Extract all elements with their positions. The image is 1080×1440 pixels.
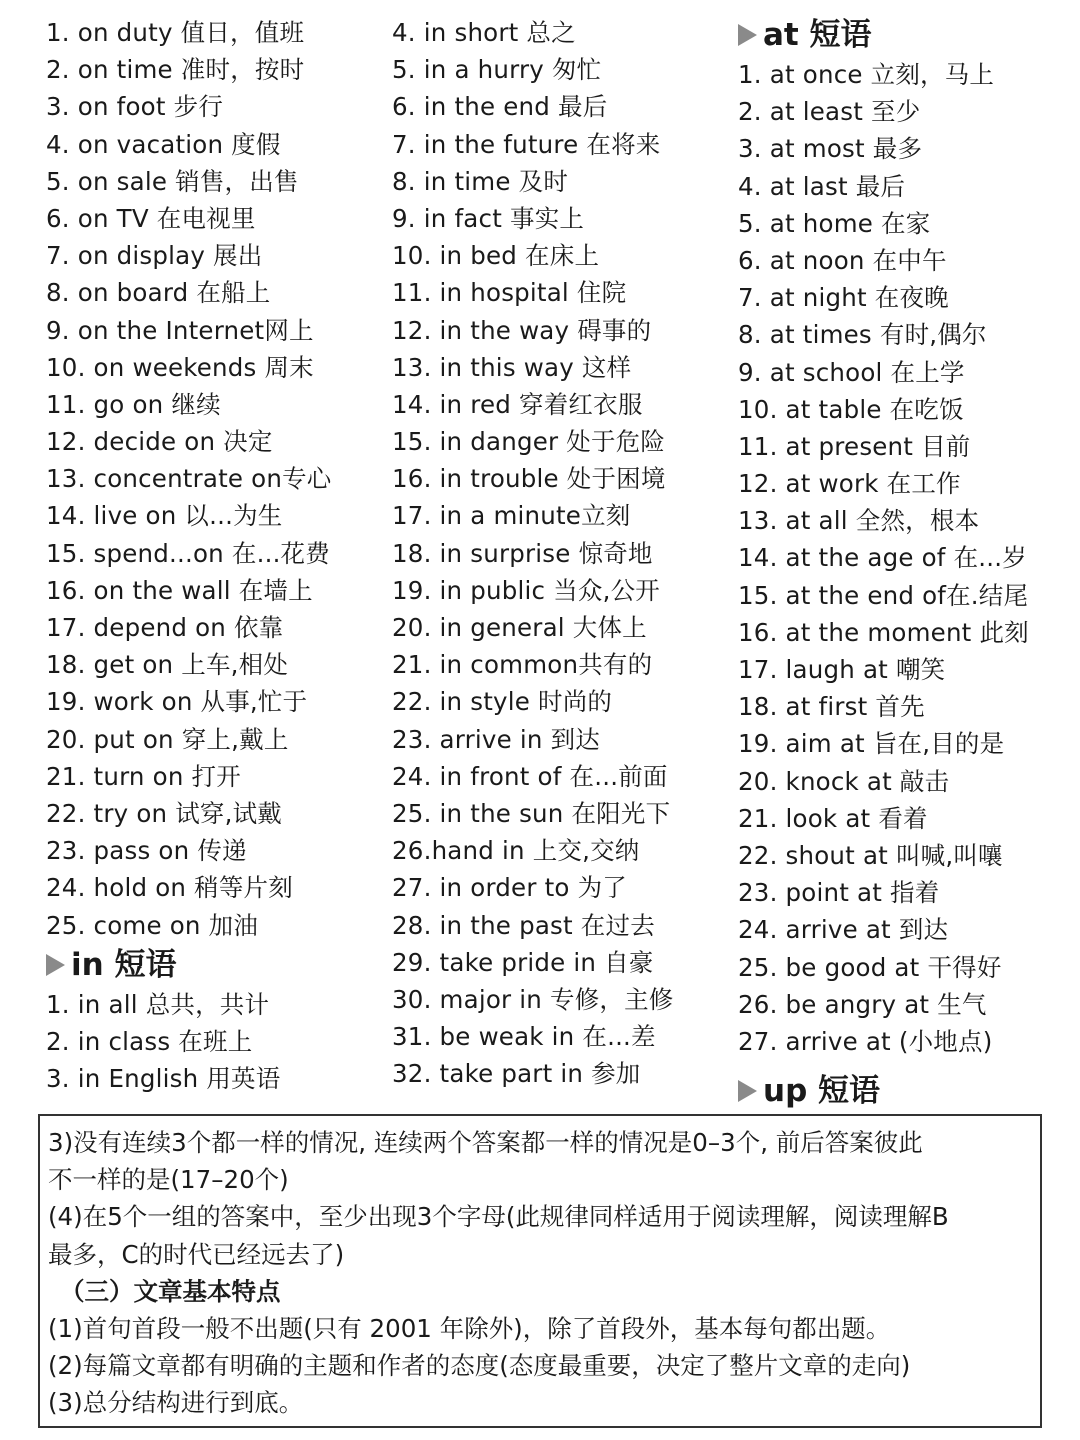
at-phrase-item: 19. aim at 旨在,目的是 [738, 729, 1005, 759]
in-phrase-item: 31. be weak in 在...差 [392, 1022, 656, 1052]
in-phrase-item: 26.hand in 上交,交纳 [392, 836, 640, 866]
at-phrase-item: 24. arrive at 到达 [738, 915, 949, 945]
in-section-heading [46, 944, 376, 986]
note-line: (4)在5个一组的答案中，至少出现3个字母(此规律同样适用于阅读理解，阅读理解B [48, 1202, 949, 1232]
at-heading-text: at 短语 [763, 17, 872, 53]
notes-box [38, 1114, 1042, 1428]
in-phrase-item: 17. in a minute立刻 [392, 501, 631, 531]
on-phrase-item: 18. get on 上车,相处 [46, 650, 289, 680]
in-phrase-item: 20. in general 大体上 [392, 613, 647, 642]
on-phrase-item: 14. live on 以...为生 [46, 501, 283, 531]
in-phrase-item: 7. in the future 在将来 [392, 129, 661, 159]
at-phrase-item: 25. be good at 干得好 [738, 952, 1002, 982]
note-line: (2)每篇文章都有明确的主题和作者的态度(态度最重要，决定了整片文章的走向) [48, 1351, 911, 1381]
in-phrase-item: 4. in short 总之 [392, 18, 576, 47]
on-phrase-item: 23. pass on 传递 [46, 836, 247, 866]
at-phrase-item: 10. at table 在吃饭 [738, 394, 964, 424]
on-phrase-item: 8. on board 在船上 [46, 278, 271, 308]
in-phrase-item: 12. in the way 碍事的 [392, 315, 652, 345]
on-phrase-item: 15. spend...on 在...花费 [46, 538, 330, 568]
triangle-bullet-icon [46, 954, 65, 976]
in-phrase-item: 21. in common共有的 [392, 650, 653, 680]
in-phrase-item: 9. in fact 事实上 [392, 203, 585, 233]
at-phrase-item: 16. at the moment 此刻 [738, 617, 1029, 647]
at-phrase-item: 18. at first 首先 [738, 692, 925, 722]
in-phrase-item: 14. in red 穿着红衣服 [392, 389, 643, 419]
at-phrase-item: 17. laugh at 嘲笑 [738, 655, 946, 684]
in-phrase-item: 24. in front of 在...前面 [392, 761, 668, 791]
on-phrase-item: 17. depend on 依靠 [46, 613, 284, 642]
in-phrase-item: 30. major in 专修，主修 [392, 984, 674, 1014]
at-phrases-column [738, 14, 1068, 1060]
on-phrase-item: 5. on sale 销售，出售 [46, 166, 299, 196]
on-phrase-item: 12. decide on 决定 [46, 427, 273, 457]
note-line: 3)没有连续3个都一样的情况, 连续两个答案都一样的情况是0–3个, 前后答案彼此 [48, 1128, 923, 1157]
on-phrase-item: 16. on the wall 在墙上 [46, 575, 313, 605]
at-phrase-item: 6. at noon 在中午 [738, 245, 947, 275]
at-phrase-item: 21. look at 看着 [738, 803, 928, 833]
at-phrase-item: 8. at times 有时,偶尔 [738, 320, 987, 350]
heading-text: in 短语 [71, 946, 177, 983]
in-phrase-item: 6. in the end 最后 [392, 92, 608, 122]
in-phrase-item: 27. in order to 为了 [392, 873, 627, 903]
in-phrases-column [392, 14, 722, 1092]
up-heading-text: up 短语 [763, 1073, 881, 1109]
at-phrase-item: 4. at last 最后 [738, 171, 906, 201]
on-phrase-item: 9. on the Internet网上 [46, 315, 314, 345]
in-phrase-item: 13. in this way 这样 [392, 352, 632, 382]
up-section-heading [738, 1070, 880, 1112]
in-phrase-item: 15. in danger 处于危险 [392, 427, 666, 457]
in-phrase-item: 10. in bed 在床上 [392, 241, 600, 271]
at-phrase-item: 5. at home 在家 [738, 208, 931, 238]
on-phrase-item: 1. on duty 值日，值班 [46, 18, 305, 47]
on-phrase-item: 10. on weekends 周末 [46, 352, 314, 382]
in-phrase-item: 19. in public 当众,公开 [392, 575, 660, 605]
in-phrase-item: 1. in all 总共，共计 [46, 989, 270, 1019]
in-phrase-item: 2. in class 在班上 [46, 1026, 253, 1056]
at-section-heading [738, 14, 1068, 56]
in-phrase-item: 18. in surprise 惊奇地 [392, 538, 653, 568]
in-phrase-item: 32. take part in 参加 [392, 1059, 641, 1089]
in-phrase-item: 16. in trouble 处于困境 [392, 464, 666, 494]
at-phrase-item: 2. at least 至少 [738, 97, 921, 127]
at-phrase-item: 3. at most 最多 [738, 134, 923, 164]
in-phrase-item: 25. in the sun 在阳光下 [392, 798, 671, 828]
at-phrase-item: 1. at once 立刻，马上 [738, 60, 995, 89]
on-phrase-item: 22. try on 试穿,试戴 [46, 798, 283, 828]
triangle-bullet-icon [738, 1080, 757, 1102]
note-line: (1)首句首段一般不出题(只有 2001 年除外)，除了首段外，基本每句都出题。 [48, 1313, 891, 1343]
on-phrase-item: 20. put on 穿上,戴上 [46, 724, 289, 754]
in-phrase-item: 23. arrive in 到达 [392, 724, 600, 754]
on-phrase-item: 21. turn on 打开 [46, 761, 241, 791]
on-phrase-item: 13. concentrate on专心 [46, 464, 332, 494]
at-phrase-item: 15. at the end of在.结尾 [738, 580, 1029, 610]
at-phrase-item: 7. at night 在夜晚 [738, 283, 949, 313]
on-phrase-item: 3. on foot 步行 [46, 92, 224, 122]
in-phrase-item: 22. in style 时尚的 [392, 687, 613, 717]
in-phrase-item: 28. in the past 在过去 [392, 910, 655, 940]
at-phrase-item: 20. knock at 敲击 [738, 766, 950, 796]
on-phrases-column [46, 14, 376, 1097]
at-phrase-item: 13. at all 全然，根本 [738, 506, 980, 536]
on-phrase-item: 19. work on 从事,忙于 [46, 687, 308, 717]
on-phrase-item: 4. on vacation 度假 [46, 129, 281, 159]
at-phrase-item: 22. shout at 叫喊,叫嚷 [738, 840, 1003, 870]
note-line: 不一样的是(17–20个) [48, 1165, 289, 1195]
note-line: (3)总分结构进行到底。 [48, 1388, 304, 1418]
in-phrase-item: 3. in English 用英语 [46, 1064, 281, 1094]
at-phrase-item: 27. arrive at (小地点) [738, 1026, 993, 1056]
in-phrase-item: 29. take pride in 自豪 [392, 947, 654, 977]
in-phrase-item: 8. in time 及时 [392, 166, 569, 196]
on-phrase-item: 2. on time 准时，按时 [46, 55, 305, 85]
at-phrase-item: 12. at work 在工作 [738, 469, 961, 499]
on-phrase-item: 11. go on 继续 [46, 389, 221, 419]
note-section-title: （三）文章基本特点 [60, 1276, 281, 1306]
on-phrase-item: 7. on display 展出 [46, 241, 263, 271]
in-phrase-item: 11. in hospital 住院 [392, 278, 627, 308]
at-phrase-item: 26. be angry at 生气 [738, 989, 987, 1019]
on-phrase-item: 25. come on 加油 [46, 910, 259, 940]
at-phrase-item: 9. at school 在上学 [738, 357, 965, 387]
on-phrase-item: 24. hold on 稍等片刻 [46, 873, 293, 903]
in-phrase-item: 5. in a hurry 匆忙 [392, 55, 602, 85]
at-phrase-item: 14. at the age of 在...岁 [738, 543, 1027, 573]
triangle-bullet-icon [738, 24, 757, 46]
on-phrase-item: 6. on TV 在电视里 [46, 203, 256, 233]
note-line: 最多，C的时代已经远去了) [48, 1239, 345, 1269]
at-phrase-item: 23. point at 指着 [738, 878, 940, 908]
at-phrase-item: 11. at present 目前 [738, 431, 971, 461]
